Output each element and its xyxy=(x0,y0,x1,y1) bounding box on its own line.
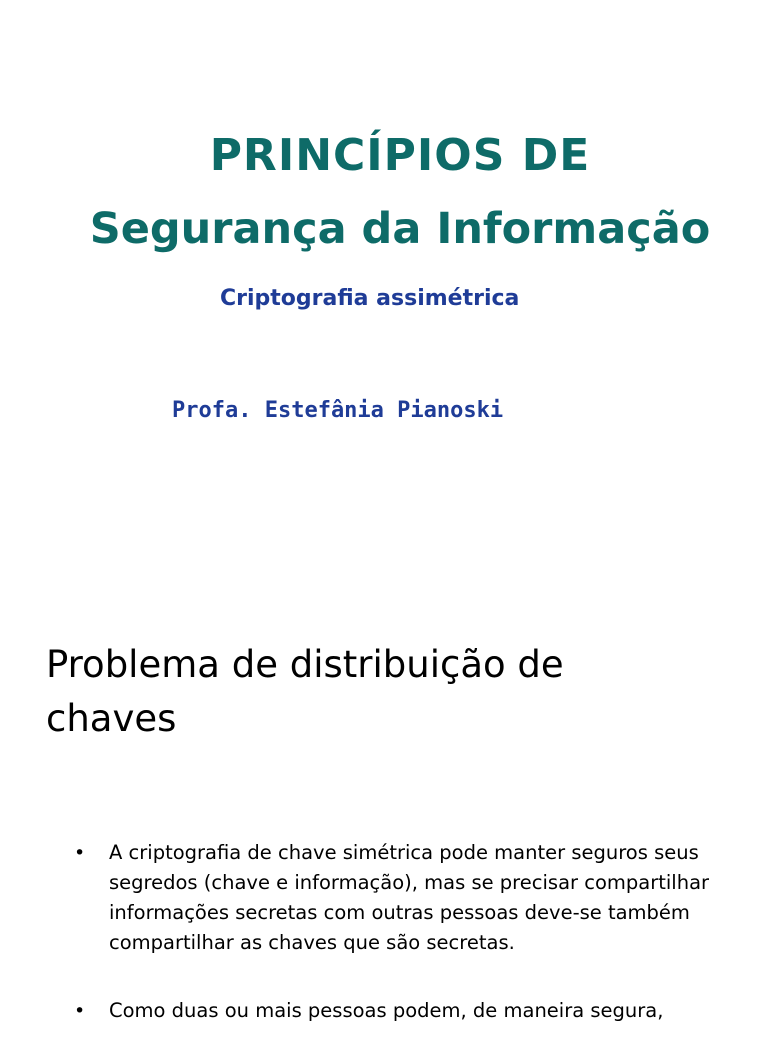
bullet-icon: • xyxy=(74,842,86,864)
section-heading: Problema de distribuição de chaves xyxy=(46,643,564,740)
slide-author: Profa. Estefânia Pianoski xyxy=(172,398,504,423)
content-slide xyxy=(0,600,768,1024)
bullet-item xyxy=(74,838,724,958)
bullet-item xyxy=(74,996,724,1026)
slide-subtitle: Criptografia assimétrica xyxy=(220,286,520,311)
bullet-list xyxy=(74,838,724,1064)
title-line-1: PRINCÍPIOS DE xyxy=(209,130,591,181)
bullet-text: Como duas ou mais pessoas podem, de maneira segura, xyxy=(109,999,664,1022)
bullet-icon: • xyxy=(74,1000,86,1022)
bullet-text: A criptografia de chave simétrica pode manter seguros seus segredos (chave e informação), mas se precisar compartilhar informações secretas com outras pessoas deve-se também compartilhar as chaves que são secretas. xyxy=(109,841,710,954)
title-line-2: Segurança da Informação xyxy=(89,204,711,254)
